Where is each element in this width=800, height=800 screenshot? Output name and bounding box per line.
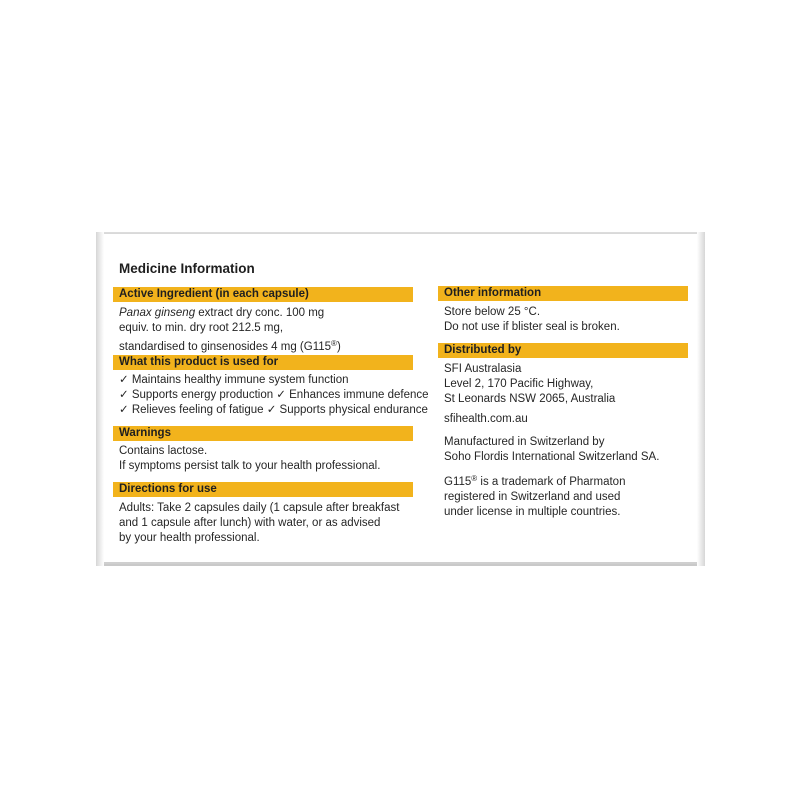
directions-line-3: by your health professional. [119,532,260,544]
warnings-heading: Warnings [113,426,413,441]
uses-line-1: ✓ Maintains healthy immune system function [119,374,349,386]
active-ingredient-text [113,306,413,355]
medicine-information-title: Medicine Information [119,261,255,276]
active-ingredient-heading: Active Ingredient (in each capsule) [113,287,413,302]
website-text: sfihealth.com.au [444,413,528,425]
warnings-line-1: Contains lactose. [119,445,208,457]
active-ingredient-line-1 [119,306,413,321]
uses-line-2: ✓ Supports energy production ✓ Enhances immune defence [119,389,429,401]
other-information-line-1: Store below 25 °C. [444,306,541,318]
directions-line-1: Adults: Take 2 capsules daily (1 capsule after breakfast [119,502,400,514]
active-ingredient-line-3 [119,336,413,355]
warnings-section [113,426,413,474]
uses-text [113,373,429,418]
uses-line-3: ✓ Relieves feeling of fatigue ✓ Supports physical endurance [119,404,428,416]
standardised-text: standardised to ginsenosides 4 mg (G115 [119,341,332,353]
other-information-line-2: Do not use if blister seal is broken. [444,321,620,333]
distributor-address-1: Level 2, 170 Pacific Highway, [444,378,594,390]
uses-section [113,355,429,418]
warnings-text [113,444,413,474]
directions-text [113,501,413,546]
directions-section [113,482,413,546]
distributed-heading: Distributed by [438,343,688,358]
trademark-registered-mark: ® [471,474,478,483]
directions-heading: Directions for use [113,482,413,497]
directions-line-2: and 1 capsule after lunch) with water, or as advised [119,517,381,529]
manufactured-line-2: Soho Flordis International Switzerland SA. [444,451,660,463]
warnings-line-2: If symptoms persist talk to your health professional. [119,460,381,472]
panel-left-edge [96,232,104,566]
trademark-line-1 [444,471,688,490]
closing-paren: ) [336,341,341,353]
distributed-section [438,343,688,520]
other-information-heading: Other information [438,286,688,301]
trademark-line-3: under license in multiple countries. [444,506,621,518]
other-information-text [438,305,688,335]
active-ingredient-line-2: equiv. to min. dry root 212.5 mg, [119,322,284,334]
trademark-name: G115 [444,476,472,488]
panel-right-edge [697,232,705,566]
other-information-section [438,286,688,335]
manufactured-line-1: Manufactured in Switzerland by [444,436,605,448]
ingredient-amount: extract dry conc. 100 mg [195,307,325,319]
distributed-text [438,362,688,520]
active-ingredient-section [113,287,413,355]
ingredient-name: Panax ginseng [119,307,196,319]
trademark-owner: is a trademark of Pharmaton [477,476,626,488]
uses-heading: What this product is used for [113,355,413,370]
trademark-line-2: registered in Switzerland and used [444,491,621,503]
distributor-address-2: St Leonards NSW 2065, Australia [444,393,616,405]
registered-mark: ® [331,339,337,348]
distributor-name: SFI Australasia [444,363,522,375]
